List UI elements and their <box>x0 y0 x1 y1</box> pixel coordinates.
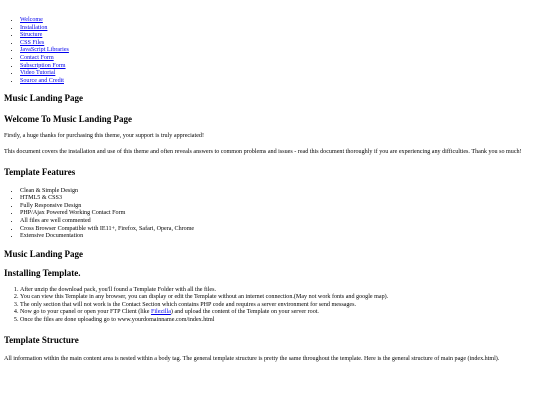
install-step <box>20 309 522 317</box>
nav-link-video-tutorial[interactable]: Video Tutorial <box>20 70 56 77</box>
features-heading: Template Features <box>4 166 76 177</box>
nav-item-contact-form <box>20 55 522 63</box>
feature-item: • HTML5 & CSS3 <box>20 195 522 203</box>
feature-item: • Clean & Simple Design <box>20 188 522 196</box>
nav-link-welcome[interactable]: Welcome <box>20 17 43 23</box>
install-heading: Installing Template. <box>4 267 81 278</box>
filezilla-link[interactable]: Filezilla <box>150 309 171 316</box>
feature-item: • Cross Browser Compatible with IE11+, Firefox, Safari, Opera, Chrome <box>20 226 522 234</box>
nav-link-css-files[interactable]: CSS Files <box>20 39 45 46</box>
install-step: 5. Once the files are done uploading go to www.yourdomainname.com/index.html <box>20 317 522 325</box>
install-step: 1. After unzip the download pack, you'll found a Template Folder with all the files. <box>20 287 522 295</box>
nav-link-installation[interactable]: Installation <box>20 24 48 31</box>
install-step: 2. You can view this Template in any browser, you can display or edit the Template without an internet connection.(May not work fonts and google map). <box>20 294 522 302</box>
structure-paragraph: All information within the main content area is nested within a body tag. The general template structure is pretty the same throughout the template. Here is the general structure of main page (index.html). <box>4 355 500 362</box>
nav-item-video-tutorial <box>20 70 522 78</box>
nav-link-source-credit[interactable]: Source and Credit <box>20 77 64 84</box>
install-step-4-text-post: ) and upload the content of the Template on your server root. <box>170 309 319 316</box>
page-title-secondary: Music Landing Page <box>4 248 84 259</box>
nav-item-js-libraries <box>20 47 522 55</box>
feature-item: • Fully Responsive Design <box>20 203 522 211</box>
nav-item-installation <box>20 25 522 33</box>
feature-item: • Extensive Documentation <box>20 233 522 241</box>
nav-list <box>4 17 522 85</box>
nav-item-welcome <box>20 17 522 25</box>
nav-link-contact-form[interactable]: Contact Form <box>20 54 54 61</box>
nav-item-source-credit <box>20 78 522 86</box>
features-list <box>4 188 522 241</box>
feature-item: • PHP/Ajax Powered Working Contact Form <box>20 210 522 218</box>
welcome-paragraph-2: This document covers the installation and use of this theme and often reveals answers to common problems and issues - read this document thoroughly if you are experiencing any difficulties. Thank you so much! <box>4 148 522 155</box>
install-step: 3. The only section that will not work is the Contact Section which contains PHP code and requires a server environment for send messages. <box>20 302 522 310</box>
install-step-4-text-pre: Now go to your cpanel or open your FTP Client (like <box>20 309 151 316</box>
nav-link-js-libraries[interactable]: JavaScript Libraries <box>20 47 69 54</box>
nav-link-subscription-form[interactable]: Subscription Form <box>20 62 66 69</box>
feature-item: • All files are well commented <box>20 218 522 226</box>
welcome-paragraph-1: Firstly, a huge thanks for purchasing this theme, your support is truly appreciated! <box>4 133 204 140</box>
install-steps <box>4 287 522 325</box>
nav-item-subscription-form <box>20 63 522 71</box>
nav-link-structure[interactable]: Structure <box>20 32 43 39</box>
welcome-heading: Welcome To Music Landing Page <box>4 114 133 125</box>
nav-item-css-files <box>20 40 522 48</box>
structure-heading: Template Structure <box>4 334 79 345</box>
page-title: Music Landing Page <box>4 93 84 104</box>
nav-item-structure <box>20 32 522 40</box>
